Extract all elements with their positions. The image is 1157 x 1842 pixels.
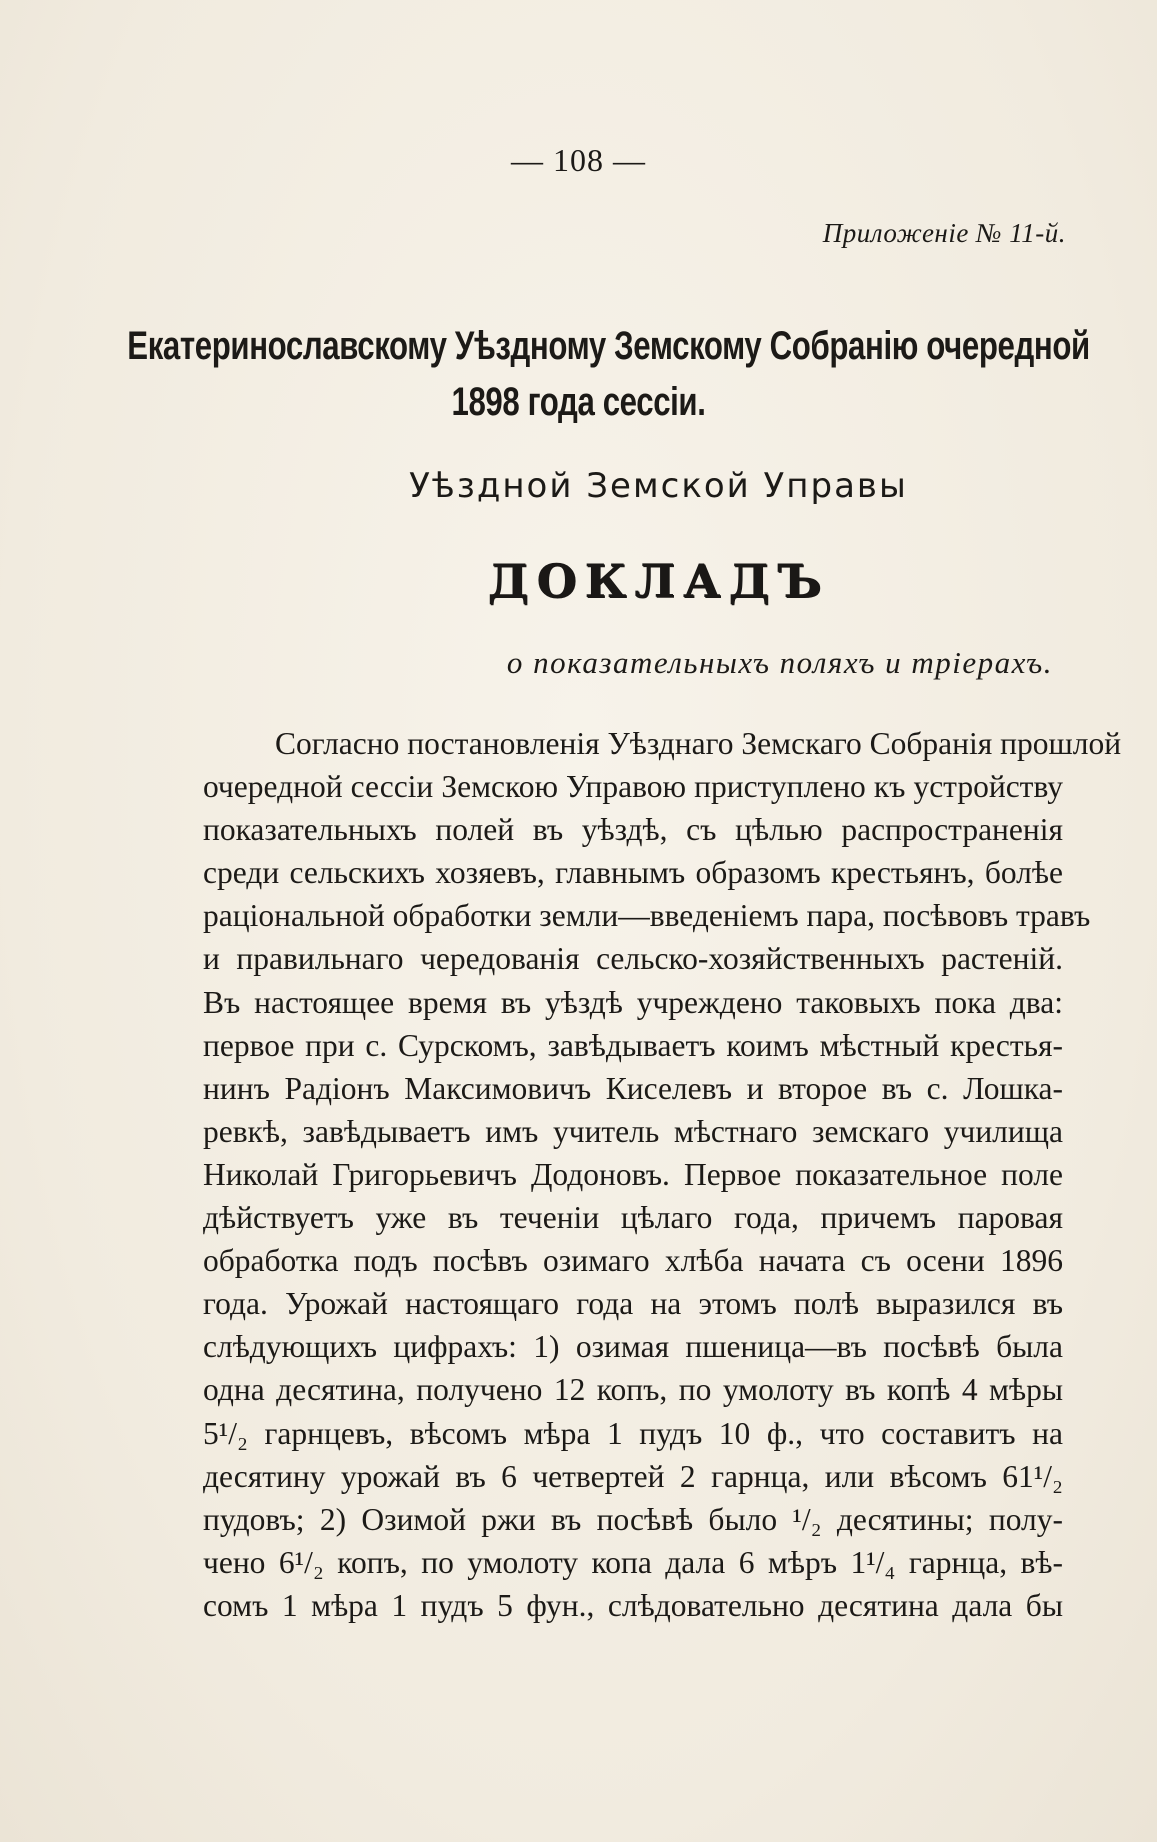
paragraph-line: 5¹/₂ гарнцевъ, вѣсомъ мѣра 1 пудъ 10 ф., что составитъ на bbox=[203, 1415, 1063, 1451]
paragraph-line: слѣдующихъ цифрахъ: 1) озимая пшеница—въ посѣвѣ была bbox=[203, 1329, 1063, 1365]
paragraph-line: пудовъ; 2) Озимой ржи въ посѣвѣ было ¹/₂ десятины; полу- bbox=[203, 1501, 1063, 1537]
paragraph-line: обработка подъ посѣвъ озимаго хлѣба начата съ осени 1896 bbox=[203, 1243, 1063, 1279]
addressee-heading bbox=[127, 318, 1090, 430]
paragraph-line: Въ настоящее время въ уѣздѣ учреждено таковыхъ пока два: bbox=[203, 984, 1063, 1020]
paragraph-line: дѣйствуетъ уже въ теченіи цѣлаго года, причемъ паровая bbox=[203, 1200, 1063, 1236]
issuer-label: Уѣздной Земской Управы bbox=[409, 466, 908, 506]
paragraph-line: очередной сессіи Земскою Управою приступлено къ устройству bbox=[203, 769, 1063, 805]
page-number: — 108 — bbox=[511, 142, 646, 178]
addressee-line-1: Екатеринославскому Уѣздному Земскому Собранію очередной bbox=[127, 324, 1090, 368]
paragraph-line: чено 6¹/₂ копъ, по умолоту копа дала 6 мѣръ 1¹/₄ гарнца, вѣ- bbox=[203, 1544, 1063, 1580]
paragraph-line: Согласно постановленія Уѣзднаго Земскаго Собранія прошлой bbox=[275, 726, 1122, 761]
paragraph-line: Николай Григорьевичъ Додоновъ. Первое показательное поле bbox=[203, 1156, 1063, 1192]
paragraph-line: среди сельскихъ хозяевъ, главнымъ образомъ крестьянъ, болѣе bbox=[203, 855, 1063, 891]
document-type-title: ДОКЛАДЪ bbox=[487, 554, 830, 608]
paragraph-line: первое при с. Сурскомъ, завѣдываетъ коимъ мѣстный крестья- bbox=[203, 1027, 1063, 1063]
paragraph-line: нинъ Радіонъ Максимовичъ Киселевъ и второе въ с. Лошка- bbox=[203, 1070, 1063, 1106]
paragraph-line: одна десятина, получено 12 копъ, по умолоту въ копѣ 4 мѣры bbox=[203, 1372, 1063, 1408]
paragraph-line: года. Урожай настоящаго года на этомъ полѣ выразился въ bbox=[203, 1286, 1063, 1322]
paragraph-line: ревкѣ, завѣдываетъ имъ учитель мѣстнаго земскаго училища bbox=[203, 1113, 1063, 1149]
paragraph-line: показательныхъ полей въ уѣздѣ, съ цѣлью распространенія bbox=[203, 812, 1063, 848]
report-paragraph bbox=[203, 722, 1122, 1627]
addressee-line-2: 1898 года сессіи. bbox=[451, 380, 706, 424]
appendix-label: Приложеніе № 11-й. bbox=[822, 218, 1066, 248]
paragraph-line: раціональной обработки земли—введеніемъ пара, посѣвовъ травъ bbox=[203, 898, 1091, 934]
document-subject: о показательныхъ поляхъ и тріерахъ. bbox=[506, 645, 1053, 680]
paragraph-line: сомъ 1 мѣра 1 пудъ 5 фун., слѣдовательно десятина дала бы bbox=[203, 1587, 1063, 1623]
paragraph-line: десятину урожай въ 6 четвертей 2 гарнца, или вѣсомъ 61¹/₂ bbox=[203, 1458, 1063, 1494]
paragraph-line: и правильнаго чередованія сельско-хозяйственныхъ растеній. bbox=[203, 941, 1063, 977]
